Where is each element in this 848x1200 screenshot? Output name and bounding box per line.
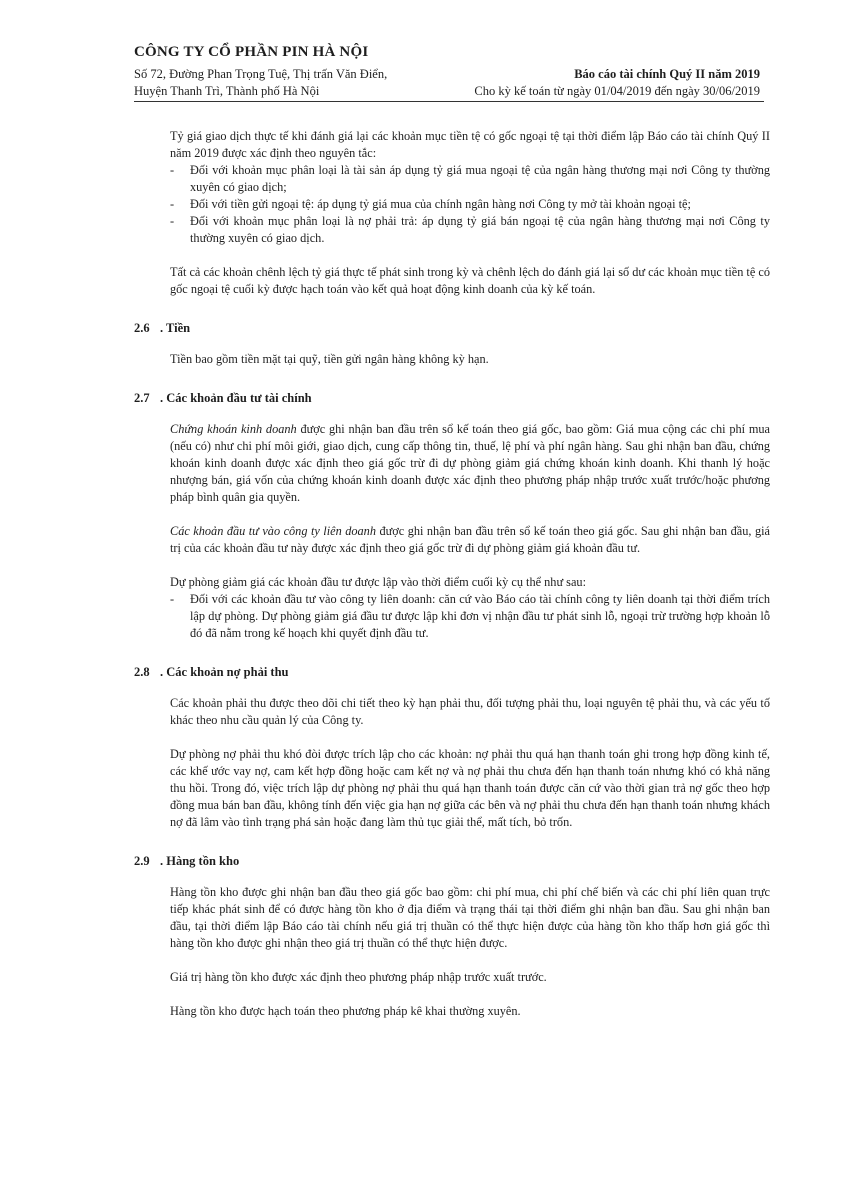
- emphasis-term: Các khoản đầu tư vào công ty liên doanh: [170, 524, 376, 538]
- list-item: - Đối với tiền gửi ngoại tệ: áp dụng tỷ giá mua của chính ngân hàng nơi Công ty mở tài khoản ngoại tệ;: [134, 196, 770, 213]
- report-info: [474, 66, 760, 100]
- paragraph-text: được ghi nhận ban đầu trên sổ kế toán theo giá gốc. Sau ghi nhận ban đầu, giá trị của các khoản đầu tư này được xác định theo giá gốc trừ đi dự phòng giảm giá khoản đầu tư.: [170, 524, 770, 555]
- inventory-valuation-paragraph: Giá trị hàng tồn kho được xác định theo phương pháp nhập trước xuất trước.: [170, 970, 547, 984]
- section-heading-2-8: [134, 664, 770, 681]
- section-title: . Các khoản đầu tư tài chính: [160, 391, 312, 405]
- company-address: [134, 66, 387, 100]
- doubtful-debts-paragraph: Dự phòng nợ phải thu khó đòi được trích lập cho các khoản: nợ phải thu quá hạn thanh toán ghi trong hợp đồng kinh tế, các khế ước vay nợ, cam kết hợp đồng hoặc cam kết nợ và nợ phải thu chưa đến hạn thanh toán nhưng khó có khả năng thu hồi. Trong đó, việc trích lập dự phòng nợ phải thu quá hạn thanh toán được căn cứ vào thời gian trả nợ gốc theo hợp đồng mua bán ban đầu, không tính đến việc gia hạn nợ giữa các bên và nợ phải thu chưa đến hạn thanh toán nhưng khách nợ đã lâm vào tình trạng phá sản hoặc đang làm thủ tục giải thể, mất tích, bỏ trốn.: [170, 747, 770, 829]
- list-item: - Đối với các khoản đầu tư vào công ty liên doanh: căn cứ vào Báo cáo tài chính công ty liên doanh tại thời điểm trích lập dự phòng. Dự phòng giảm giá đầu tư được lập khi đơn vị nhận đầu tư phát sinh lỗ, ngoại trừ trường hợp khoản lỗ đó đã nằm trong kế hoạch khi quyết định đầu tư.: [134, 591, 770, 642]
- address-line-2: Huyện Thanh Trì, Thành phố Hà Nội: [134, 84, 320, 98]
- header-divider: [134, 101, 764, 102]
- exchange-rate-list: [134, 162, 770, 247]
- section-title: . Hàng tồn kho: [160, 854, 240, 868]
- provision-paragraph: Dự phòng giảm giá các khoản đầu tư được lập vào thời điểm cuối kỳ cụ thể như sau:: [170, 575, 586, 589]
- list-item: - Đối với khoản mục phân loại là nợ phải trả: áp dụng tỷ giá bán ngoại tệ của ngân hàng thương mại nơi Công ty thường xuyên có giao dịch.: [134, 213, 770, 247]
- emphasis-term: Chứng khoán kinh doanh: [170, 422, 297, 436]
- exchange-difference-paragraph: Tất cả các khoản chênh lệch tỷ giá thực tế phát sinh trong kỳ và chênh lệch do đánh giá lại số dư các khoản mục tiền tệ có gốc ngoại tệ cuối kỳ được hạch toán vào kết quả hoạt động kinh doanh của kỳ kế toán.: [170, 265, 770, 296]
- section-number: 2.7: [134, 391, 150, 405]
- section-number: 2.8: [134, 665, 150, 679]
- section-heading-2-6: [134, 320, 770, 337]
- company-name: CÔNG TY CỔ PHẦN PIN HÀ NỘI: [134, 44, 369, 60]
- inventory-paragraph: Hàng tồn kho được ghi nhận ban đầu theo giá gốc bao gồm: chi phí mua, chi phí chế biến và các chi phí liên quan trực tiếp khác phát sinh để có được hàng tồn kho ở địa điểm và trạng thái tại thời điểm ghi nhận ban đầu. Sau ghi nhận ban đầu, tại thời điểm lập Báo cáo tài chính nếu giá trị thuần có thể thực hiện được của hàng tồn kho thấp hơn giá gốc thì hàng tồn kho được ghi nhận theo giá trị thuần có thể thực hiện được.: [170, 885, 770, 950]
- report-title: Báo cáo tài chính Quý II năm 2019: [574, 67, 760, 81]
- section-title: . Các khoản nợ phải thu: [160, 665, 289, 679]
- joint-venture-paragraph: [170, 523, 770, 557]
- address-line-1: Số 72, Đường Phan Trọng Tuệ, Thị trấn Văn Điển,: [134, 67, 388, 81]
- intro-paragraph: Tỷ giá giao dịch thực tế khi đánh giá lại các khoản mục tiền tệ có gốc ngoại tệ tại thời điểm lập Báo cáo tài chính Quý II năm 2019 được xác định theo nguyên tắc:: [170, 129, 770, 160]
- receivables-paragraph: Các khoản phải thu được theo dõi chi tiết theo kỳ hạn phải thu, đối tượng phải thu, loại nguyên tệ phải thu, và các yếu tố khác theo nhu cầu quản lý của Công ty.: [170, 696, 770, 727]
- section-heading-2-7: [134, 390, 770, 407]
- trading-securities-paragraph: [170, 421, 770, 506]
- document-body: [134, 128, 770, 1020]
- list-item: - Đối với khoản mục phân loại là tài sản áp dụng tỷ giá mua ngoại tệ của ngân hàng thương mại nơi Công ty thường xuyên có giao dịch;: [134, 162, 770, 196]
- report-period: Cho kỳ kế toán từ ngày 01/04/2019 đến ngày 30/06/2019: [474, 84, 760, 98]
- inventory-accounting-paragraph: Hàng tồn kho được hạch toán theo phương pháp kê khai thường xuyên.: [170, 1004, 521, 1018]
- paragraph-text: được ghi nhận ban đầu trên sổ kế toán theo giá gốc, bao gồm: Giá mua cộng các chi phí mua (nếu có) như chi phí môi giới, giao dịch, cung cấp thông tin, thuế, lệ phí và phí ngân hàng. Sau ghi nhận ban đầu, chứng khoán kinh doanh được xác định theo giá gốc trừ đi dự phòng giảm giá chứng khoán kinh doanh. Khi thanh lý hoặc nhượng bán, giá vốn của chứng khoán kinh doanh được xác định theo phương pháp nhập trước xuất trước/hoặc phương pháp bình quân gia quyền.: [170, 422, 770, 504]
- section-number: 2.9: [134, 854, 150, 868]
- provision-list: [134, 591, 770, 642]
- cash-paragraph: Tiền bao gồm tiền mặt tại quỹ, tiền gửi ngân hàng không kỳ hạn.: [170, 352, 489, 366]
- section-title: . Tiền: [160, 321, 191, 335]
- section-heading-2-9: [134, 853, 770, 870]
- section-number: 2.6: [134, 321, 150, 335]
